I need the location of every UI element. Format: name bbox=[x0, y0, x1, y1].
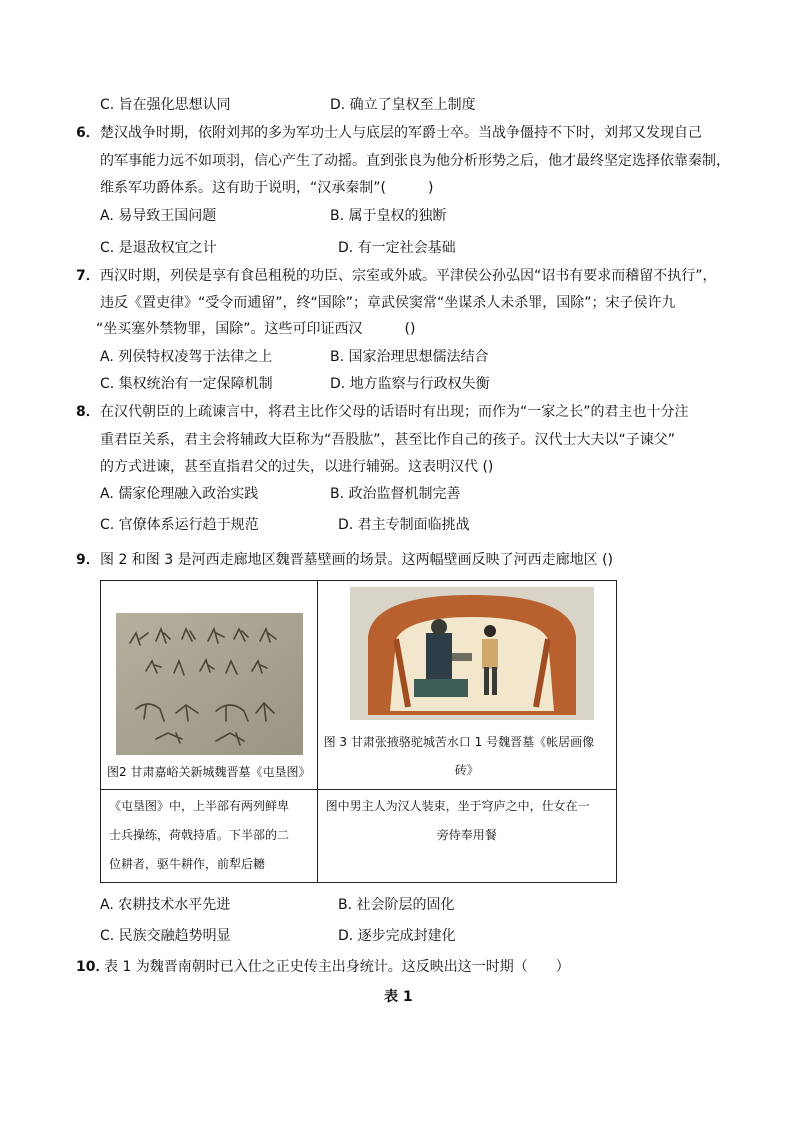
fig3-cell bbox=[317, 581, 616, 790]
q6-option-d: D. 有一定社会基础 bbox=[338, 240, 456, 256]
q8-option-d: D. 君主专制面临挑战 bbox=[338, 517, 470, 533]
q8-option-b: B. 政治监督机制完善 bbox=[330, 486, 461, 502]
q9-option-d: D. 逐步完成封建化 bbox=[338, 928, 456, 944]
q6-stem-line: 楚汉战争时期，依附刘邦的多为军功士人与底层的军爵士卒。当战争僵持不下时，刘邦又发现自己 bbox=[100, 125, 702, 141]
q9-option-c: C. 民族交融趋势明显 bbox=[100, 928, 231, 944]
q5-option-c: C. 旨在强化思想认同 bbox=[100, 97, 231, 113]
q6-option-b: B. 属于皇权的独断 bbox=[330, 208, 447, 224]
fig2-description-cell bbox=[101, 790, 318, 883]
q7-stem-line: 违反《置吏律》“受令而逋留”，终“国除”；章武侯窦常“坐谋杀人未杀罪，国除”；宋子侯许九 bbox=[100, 295, 676, 311]
fig2-caption: 图2 甘肃嘉峪关新城魏晋墓《屯垦图》 bbox=[107, 765, 311, 779]
q9-stem: 图 2 和图 3 是河西走廊地区魏晋墓壁画的场景。这两幅壁画反映了河西走廊地区 () bbox=[100, 552, 613, 568]
q7-number: 7． bbox=[76, 268, 100, 284]
fig3-description-line: 图中男主人为汉人装束，坐于穹庐之中，仕女在一 bbox=[325, 799, 590, 813]
q7-stem-line: “坐买塞外禁物罪，国除”。这些可印证西汉 () bbox=[96, 321, 416, 337]
fig2-description-line: 士兵操练，荷戟持盾。下半部的二 bbox=[109, 828, 290, 842]
q7-option-c: C. 集权统治有一定保障机制 bbox=[100, 376, 273, 392]
q8-stem-line: 重君臣关系，君主会将辅政大臣称为“吾股肱”，甚至比作自己的孩子。汉代士大夫以“子谏父” bbox=[100, 432, 676, 448]
q6-option-c: C. 是退敌权宜之计 bbox=[100, 240, 217, 256]
fig2-description-line: 位耕者，驱牛耕作，前犁后耱 bbox=[109, 857, 266, 871]
q6-number: 6． bbox=[76, 125, 100, 141]
q9-option-a: A. 农耕技术水平先进 bbox=[100, 897, 231, 913]
q10-stem: 表 1 为魏晋南朝时已入仕之正史传主出身统计。这反映出这一时期（ ） bbox=[104, 959, 570, 975]
q8-number: 8． bbox=[76, 404, 100, 420]
q8-option-c: C. 官僚体系运行趋于规范 bbox=[100, 517, 259, 533]
q10-number: 10． bbox=[76, 959, 110, 975]
q8-stem-line: 在汉代朝臣的上疏谏言中，将君主比作父母的话语时有出现；而作为“一家之长”的君主也十分注 bbox=[100, 404, 689, 420]
fig3-caption: 图 3 甘肃张掖骆驼城苦水口 1 号魏晋墓《帐居画像 bbox=[323, 735, 595, 749]
q9-number: 9． bbox=[76, 552, 100, 568]
q8-option-a: A. 儒家伦理融入政治实践 bbox=[100, 486, 259, 502]
q6-option-a: A. 易导致王国问题 bbox=[100, 208, 217, 224]
q8-stem-line: 的方式进谏，甚至直指君父的过失，以进行辅弼。这表明汉代 () bbox=[100, 459, 494, 475]
fig3-description-cell bbox=[317, 790, 616, 883]
fig2-cell bbox=[101, 581, 318, 790]
fig3-description-line: 旁侍奉用餐 bbox=[436, 828, 497, 842]
table-title: 表 1 bbox=[384, 989, 413, 1005]
q6-stem-line: 的军事能力远不如项羽，信心产生了动摇。直到张良为他分析形势之后，他才最终坚定选择依靠秦制， bbox=[100, 153, 730, 169]
fig3-image bbox=[350, 587, 594, 720]
fig2-image bbox=[116, 613, 303, 755]
q6-stem-line: 维系军功爵体系。这有助于说明，“汉承秦制”( ) bbox=[100, 180, 434, 196]
q7-stem-line: 西汉时期，列侯是享有食邑租税的功臣、宗室或外戚。平津侯公孙弘因“诏书有要求而稽留不执行”， bbox=[100, 268, 717, 284]
q7-option-a: A. 列侯特权凌驾于法律之上 bbox=[100, 349, 273, 365]
q5-option-d: D. 确立了皇权至上制度 bbox=[330, 97, 476, 113]
fig2-description-line: 《屯垦图》中，上半部有两列鲜卑 bbox=[109, 799, 290, 813]
fig3-caption: 砖》 bbox=[454, 763, 479, 777]
q9-option-b: B. 社会阶层的固化 bbox=[338, 897, 455, 913]
q7-option-b: B. 国家治理思想儒法结合 bbox=[330, 349, 489, 365]
q9-figure-table bbox=[100, 580, 617, 883]
q7-option-d: D. 地方监察与行政权失衡 bbox=[330, 376, 490, 392]
